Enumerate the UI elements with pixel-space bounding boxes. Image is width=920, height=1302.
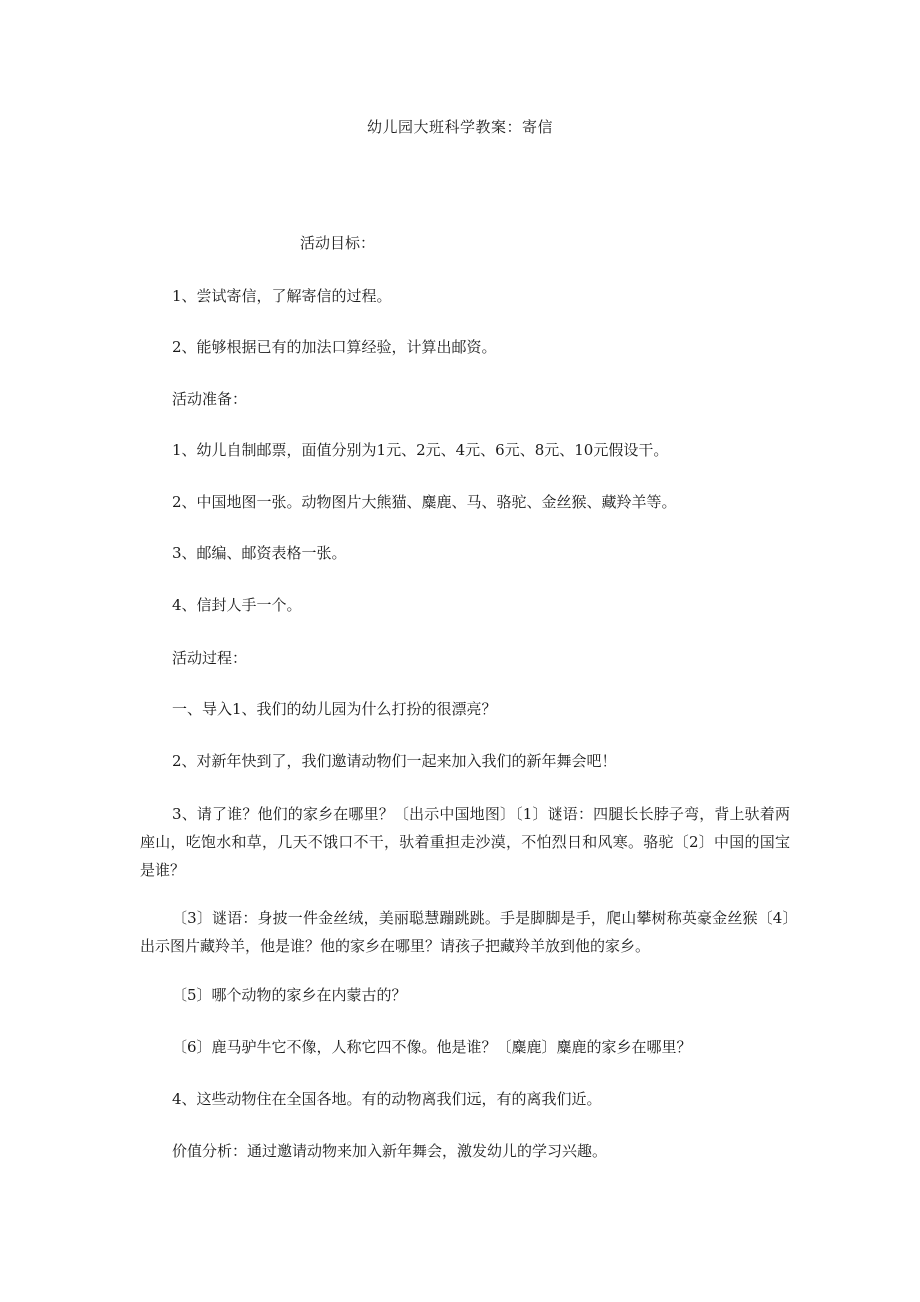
prep-item-3: 3、邮编、邮资表格一张。 — [172, 544, 347, 562]
process-item-5: 〔5〕哪个动物的家乡在内蒙古的？ — [172, 986, 407, 1004]
goal-item-1: 1、尝试寄信，了解寄信的过程。 — [172, 287, 392, 305]
goal-heading: 活动目标： — [300, 234, 376, 252]
document-title: 幼儿园大班科学教案：寄信 — [366, 118, 553, 136]
process-item-6: 〔6〕鹿马驴牛它不像，人称它四不像。他是谁？〔麋鹿〕麋鹿的家乡在哪里？ — [172, 1038, 692, 1056]
process-item-2: 2、对新年快到了，我们邀请动物们一起来加入我们的新年舞会吧！ — [172, 752, 617, 770]
prep-item-1: 1、幼儿自制邮票，面值分别为1元、2元、4元、6元、8元、10元假设干。 — [172, 441, 669, 459]
prep-item-4: 4、信封人手一个。 — [172, 596, 302, 614]
prep-heading: 活动准备： — [172, 390, 248, 408]
prep-item-2: 2、中国地图一张。动物图片大熊猫、麋鹿、马、骆驼、金丝猴、藏羚羊等。 — [172, 493, 677, 511]
process-item-4: 〔3〕谜语：身披一件金丝绒，美丽聪慧蹦跳跳。手是脚脚是手，爬山攀树称英豪金丝猴〔4〕出示图片藏羚羊，他是谁？他的家乡在哪里？请孩子把藏羚羊放到他的家乡。 — [140, 909, 790, 955]
value-analysis: 价值分析：通过邀请动物来加入新年舞会，激发幼儿的学习兴趣。 — [172, 1142, 608, 1160]
process-item-3: 3、请了谁？他们的家乡在哪里？〔出示中国地图〕〔1〕谜语：四腿长长脖子弯，背上驮着两座山，吃饱水和草，几天不饿口不干，驮着重担走沙漠，不怕烈日和风寒。骆驼〔2〕中国的国宝是谁？ — [140, 805, 790, 879]
process-item-1: 一、导入1、我们的幼儿园为什么打扮的很漂亮？ — [172, 700, 497, 718]
process-heading: 活动过程： — [172, 649, 248, 667]
goal-item-2: 2、能够根据已有的加法口算经验，计算出邮资。 — [172, 338, 497, 356]
process-item-7: 4、这些动物住在全国各地。有的动物离我们远，有的离我们近。 — [172, 1090, 602, 1108]
